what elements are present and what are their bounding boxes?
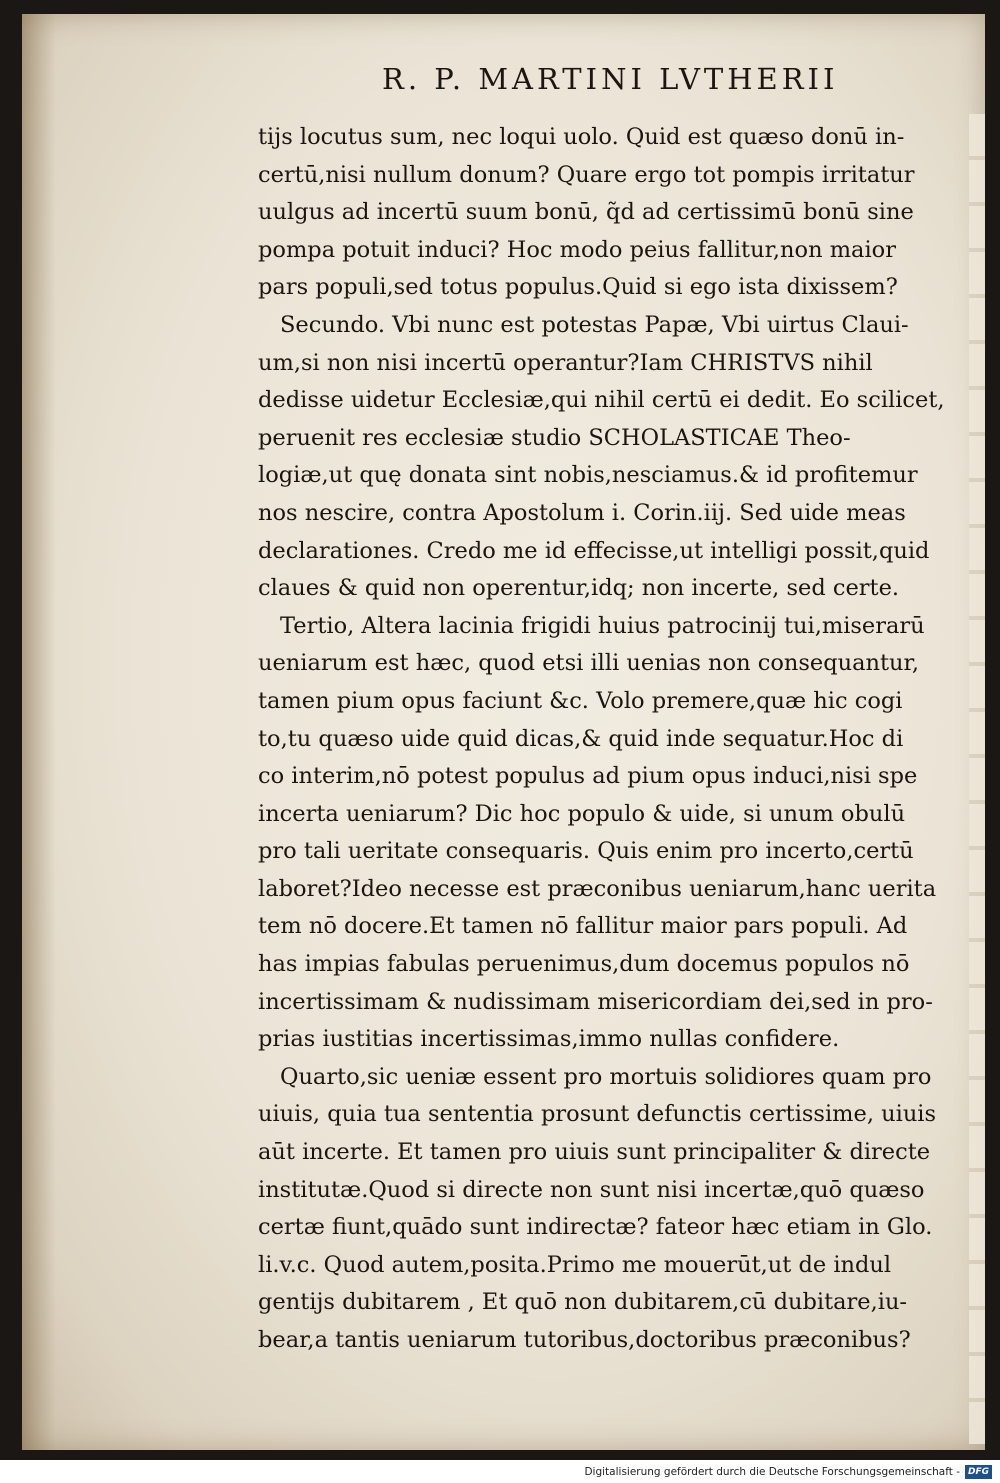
text-line: uulgus ad incertū suum bonū, q̃d ad certissimū bonū sine xyxy=(258,199,914,226)
text-line: certæ fiunt,quādo sunt indirectæ? fateor hæc etiam in Glo. xyxy=(258,1214,933,1241)
text-line: dedisse uidetur Ecclesiæ,qui nihil certū ei dedit. Eo scilicet, xyxy=(258,387,945,414)
text-line: gentijs dubitarem , Et quō non dubitarem,cū dubitare,iu- xyxy=(258,1289,908,1316)
paragraph-start-line: Tertio, Altera lacinia frigidi huius patrocinij tui,miserarū xyxy=(280,612,925,639)
text-line: um,si non nisi incertū operantur?Iam CHRISTVS nihil xyxy=(258,349,873,376)
text-line: certū,nisi nullum donum? Quare ergo tot pompis irritatur xyxy=(258,161,915,188)
text-line: incerta ueniarum? Dic hoc populo & uide, si unum obulū xyxy=(258,800,906,827)
funding-credit: Digitalisierung gefördert durch die Deutsche Forschungsgemeinschaft - xyxy=(584,1466,960,1478)
dfg-logo: DFG xyxy=(965,1465,992,1479)
text-line: nos nescire, contra Apostolum i. Corin.iij. Sed uide meas xyxy=(258,499,906,526)
running-head: R. P. MARTINI LVTHERII xyxy=(382,62,839,96)
text-line: pro tali ueritate consequaris. Quis enim pro incerto,certū xyxy=(258,838,914,865)
text-line: tem nō docere.Et tamen nō fallitur maior pars populi. Ad xyxy=(258,913,908,940)
text-line: incertissimam & nudissimam misericordiam dei,sed in pro- xyxy=(258,988,933,1015)
text-line: peruenit res ecclesiæ studio SCHOLASTICAE Theo- xyxy=(258,424,851,451)
text-line: li.v.c. Quod autem,posita.Primo me mouerūt,ut de indul xyxy=(258,1251,892,1278)
text-line: uiuis, quia tua sententia prosunt defunctis certissime, uiuis xyxy=(258,1101,937,1128)
text-line: to,tu quæso uide quid dicas,& quid inde sequatur.Hoc di xyxy=(258,725,904,752)
text-line: prias iustitias incertissimas,immo nullas confidere. xyxy=(258,1026,840,1053)
text-line: aūt incerte. Et tamen pro uiuis sunt principaliter & directe xyxy=(258,1139,931,1166)
text-line: declarationes. Credo me id effecisse,ut intelligi possit,quid xyxy=(258,537,930,564)
text-line: tamen pium opus faciunt &c. Volo premere,quæ hic cogi xyxy=(258,687,903,714)
text-line: logiæ,ut quę donata sint nobis,nesciamus.& id profitemur xyxy=(258,462,918,489)
text-line: ueniarum est hæc, quod etsi illi uenias non consequantur, xyxy=(258,650,919,677)
text-line: has impias fabulas peruenimus,dum docemus populos nō xyxy=(258,951,910,978)
text-line: bear,a tantis ueniarum tutoribus,doctoribus præconibus? xyxy=(258,1327,911,1353)
paper-page xyxy=(22,14,985,1450)
text-line: pars populi,sed totus populus.Quid si ego ista dixissem? xyxy=(258,274,898,301)
text-line: claues & quid non operentur,idq; non incerte, sed certe. xyxy=(258,575,900,602)
body-text xyxy=(258,119,978,1360)
text-line: co interim,nō potest populus ad pium opus induci,nisi spe xyxy=(258,763,918,790)
text-line: tijs locutus sum, nec loqui uolo. Quid est quæso donū in- xyxy=(258,124,905,150)
text-line: institutæ.Quod si directe non sunt nisi incertæ,quō quæso xyxy=(258,1176,925,1203)
paragraph-start-line: Quarto,sic ueniæ essent pro mortuis solidiores quam pro xyxy=(280,1063,932,1090)
text-line: pompa potuit induci? Hoc modo peius fallitur,non maior xyxy=(258,236,896,263)
digitization-footer xyxy=(584,1463,992,1481)
paragraph-start-line: Secundo. Vbi nunc est potestas Papæ, Vbi uirtus Claui- xyxy=(280,311,909,338)
text-line: laboret?Ideo necesse est præconibus ueniarum,hanc uerita xyxy=(258,875,937,902)
